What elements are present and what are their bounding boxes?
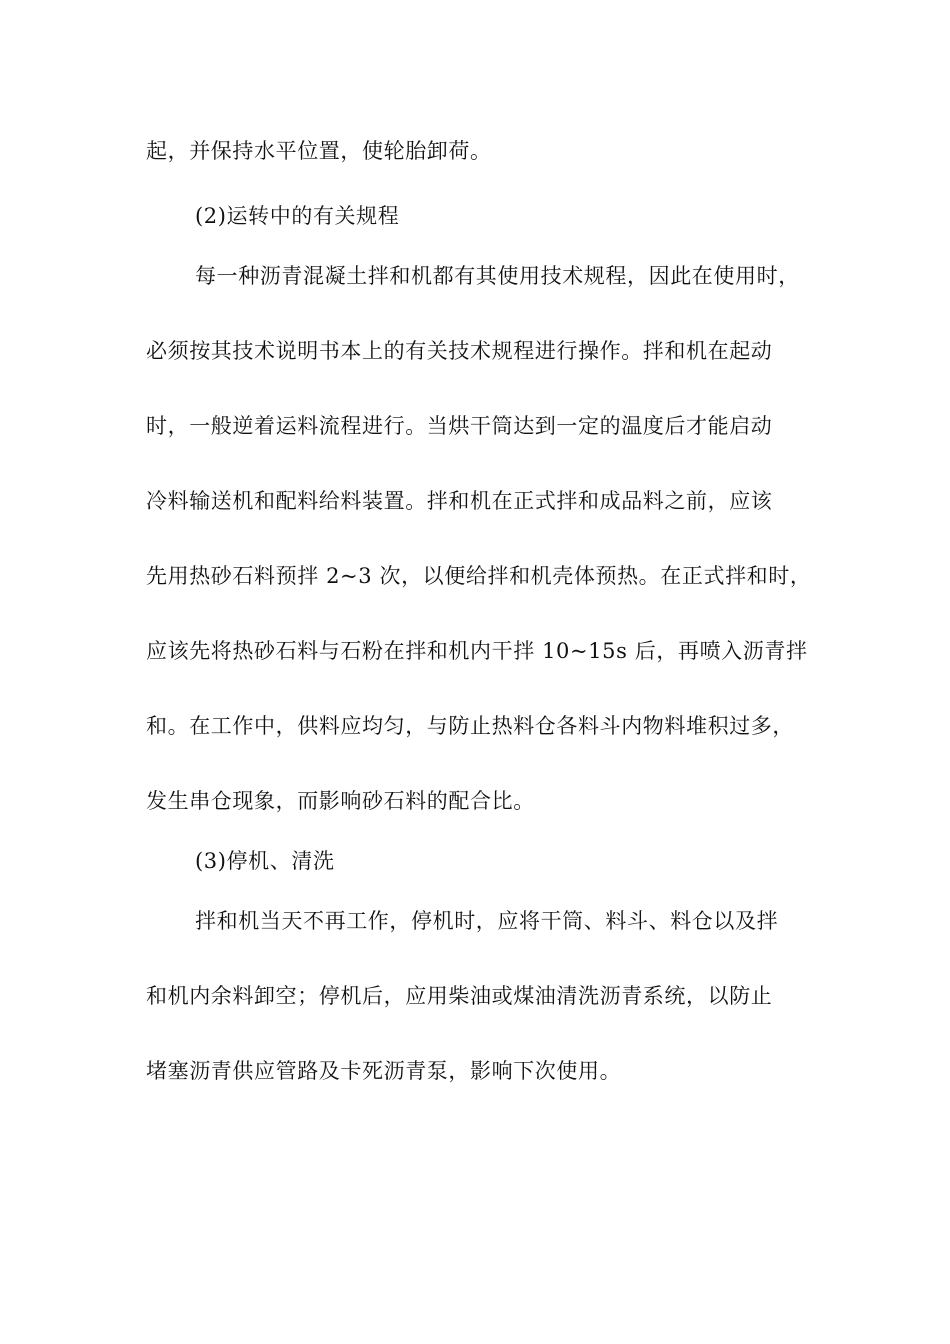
section-heading: (2)运转中的有关规程 bbox=[195, 204, 400, 228]
paragraph-line: 起，并保持水平位置，使轮胎卸荷。 bbox=[146, 139, 492, 163]
paragraph-line: 时，一般逆着运料流程进行。当烘干筒达到一定的温度后才能启动 bbox=[146, 414, 773, 438]
paragraph-line: 应该先将热砂石料与石粉在拌和机内干拌 10~15s 后，再喷入沥青拌 bbox=[146, 639, 808, 663]
paragraph-line: 必须按其技术说明书本上的有关技术规程进行操作。拌和机在起动 bbox=[146, 339, 773, 363]
paragraph-line: 堵塞沥青供应管路及卡死沥青泵，影响下次使用。 bbox=[146, 1059, 622, 1083]
paragraph-line: 每一种沥青混凝土拌和机都有其使用技术规程，因此在使用时， bbox=[195, 264, 800, 288]
paragraph-line: 先用热砂石料预拌 2~3 次，以便给拌和机壳体预热。在正式拌和时， bbox=[146, 564, 812, 588]
paragraph-line: 和。在工作中，供料应均匀，与防止热料仓各料斗内物料堆积过多， bbox=[146, 714, 794, 738]
section-heading: (3)停机、清洗 bbox=[195, 849, 335, 873]
paragraph-line: 和机内余料卸空；停机后，应用柴油或煤油清洗沥青系统，以防止 bbox=[146, 984, 773, 1008]
paragraph-line: 拌和机当天不再工作，停机时，应将干筒、料斗、料仓以及拌 bbox=[195, 909, 779, 933]
paragraph-line: 冷料输送机和配料给料装置。拌和机在正式拌和成品料之前，应该 bbox=[146, 489, 773, 513]
paragraph-line: 发生串仓现象，而影响砂石料的配合比。 bbox=[146, 789, 535, 813]
